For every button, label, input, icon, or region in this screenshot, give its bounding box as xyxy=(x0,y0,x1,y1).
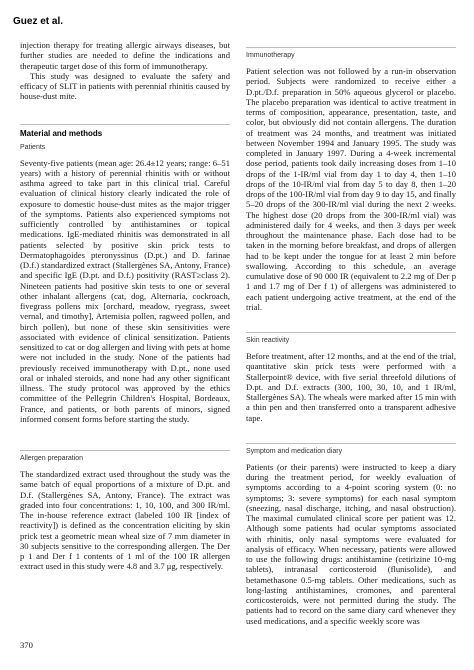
running-head: Guez et al. xyxy=(13,16,64,27)
intro-paragraph: injection therapy for treating allergic airways diseases, but further studies are needed to define the indications and therapeutic target dose of this form of immunotherapy. xyxy=(20,40,230,71)
allergen-heading: Allergen preparation xyxy=(20,455,84,462)
symptom-diary-heading: Symptom and medication diary xyxy=(246,447,343,455)
methods-heading: Material and methods xyxy=(20,128,103,138)
right-column xyxy=(246,40,456,626)
section-divider xyxy=(20,124,230,125)
page-number: 370 xyxy=(20,640,33,650)
aim-paragraph: This study was designed to evaluate the safety and efficacy of SLIT in patients with perennial rhinitis caused by house-dust mite. xyxy=(20,70,230,102)
skin-reactivity-heading: Skin reactivity xyxy=(246,337,290,344)
left-column xyxy=(20,40,230,572)
immunotherapy-paragraph: Patient selection was not followed by a run-in observation period. Subjects were randomized to receive either a D.pt./D.f. preparation in 50% aqueous glycerol or placebo. The placebo preparation was identical to active treatment in terms of composition, appearance, presentation, taste, and color, but obviously did not contain allergens. The duration of treatment was 24 months, and treatment was initiated between November 1994 and January 1995. The study was completed in January 1997. During a 4-week incremental dose period, patients took daily increasing doses from 1–10 drops of the 1-IR/ml vial from day 1 to day 4, then 1–10 drops of the 10-IR/ml vial from day 5 to day 8, then 1–20 drops of the 100-IR/ml vial from day 9 to day 15, and finally 5–20 drops of the 300-IR/ml vial during the next 2 weeks. The highest dose (20 drops from the 300-IR/ml vial) was administered daily for 4 weeks, and then 3 days per week throughout the maintenance phase. Each dose had to be taken in the morning before breakfast, and drops of allergen had to be kept under the tongue for at least 2 min before swallowing. According to this schedule, an average cumulative dose of 90 000 IR (equivalent to 2.2 mg of Der p 1 and 1.7 mg of Der f 1) of allergens was administered to each patient undergoing active treatment, at the end of the trial. xyxy=(246,66,456,312)
immunotherapy-heading: Immunotherapy xyxy=(246,52,295,59)
allergen-paragraph: The standardized extract used throughout the study was the same batch of equal proportions of a mixture of D.pt. and D.f. (Stallergènes SA, Antony, France). The extract was graded into four concentrations: 1, 10, 100, and 300 IR/ml. The in-house reference extract (labeled 100 IR [index of reactivity]) is defined as the concentration eliciting by skin prick test a geometric mean wheal size of 7 mm diameter in 30 subjects sensitive to the corresponding allergen. The Der p 1 and Der f 1 contents of 1 ml of the 100 IR allergen extract used in this study were 4.8 and 3.7 μg, respectively. xyxy=(20,469,230,572)
section-divider xyxy=(246,47,456,48)
symptom-diary-paragraph: Patients (or their parents) were instructed to keep a diary during the treatment period, for weekly evaluation of symptoms according to a 4-point scoring system (0: no symptoms; 3: severe symptoms) for each nasal symptom (sneezing, nasal discharge, itching, and nasal obstruction). The maximal cumulated clinical score per patient was 12. Although some patients had ocular symptoms associated with rhinitis, only nasal symptoms were evaluated for analysis of efficacy. When necessary, patients were allowed to use the following drugs: antihistamine (cetirizine 10-mg tablets), intranasal corticosteroid (flunisolide), and betamethasone 0.5-mg tablets. Other medications, such as long-lasting antihistamines, cromones, and parenteral corticosteroids, were not permitted during the study. The patients had to record on the same diary card whenever they used medications, and a specific weekly score was xyxy=(246,461,456,626)
section-divider xyxy=(20,450,230,451)
patients-paragraph: Seventy-five patients (mean age: 26.4±12 years; range: 6–51 years) with a history of perennial rhinitis with or without asthma agreed to take part in this clinical trial. Careful evaluation of clinical history clearly indicated the role of exposure to domestic house-dust mites as the major trigger of the symptoms. Patients also experienced symptoms not sufficiently controlled by antihistamines or topical medications. IgE-mediated rhinitis was demonstrated in all patients selected by positive skin prick tests to Dermatophagoides pteronyssinus (D.pt.) and D. farinae (D.f.) standardized extract (Stallergènes SA, Antony, France) and specific IgE (D.pt. and D.f.) positivity (RAST≥class 2). Nineteen patients had positive skin tests to one or several other inhalant allergens (cat, dog, Alternaria, cockroach, fivegrass pollens mix [orchard, meadow, ryegrass, sweet vernal, and timothy], Artemisia pollen, ragweed pollen, and birch pollen), but none of these skin sensitivities were associated with evidence of clinical sensitization. Patients sensitized to cat or dog allergen and living with pets at home were not included in the study. None of the patients had previously received immunotherapy with D.pt., none used oral or inhaled steroids, and none had any other significant illness. The study protocol was approved by the ethics committee of the Pellegrin Children's Hospital, Bordeaux, France, and patients, or both parents of minors, signed informed consent forms before starting the study. xyxy=(20,157,230,424)
skin-reactivity-paragraph: Before treatment, after 12 months, and at the end of the trial, quantitative skin prick tests were performed with a Stallerpoint® device, with five serial threefold dilutions of D.pt. and D.f. extracts (300, 100, 30, 10, and 1 IR/ml, Stallergènes SA). The wheals were marked after 15 min with a thin pen and then transferred onto a transparent adhesive tape. xyxy=(246,351,456,423)
section-divider xyxy=(246,332,456,333)
patients-heading: Patients xyxy=(20,143,46,151)
section-divider xyxy=(246,443,456,444)
